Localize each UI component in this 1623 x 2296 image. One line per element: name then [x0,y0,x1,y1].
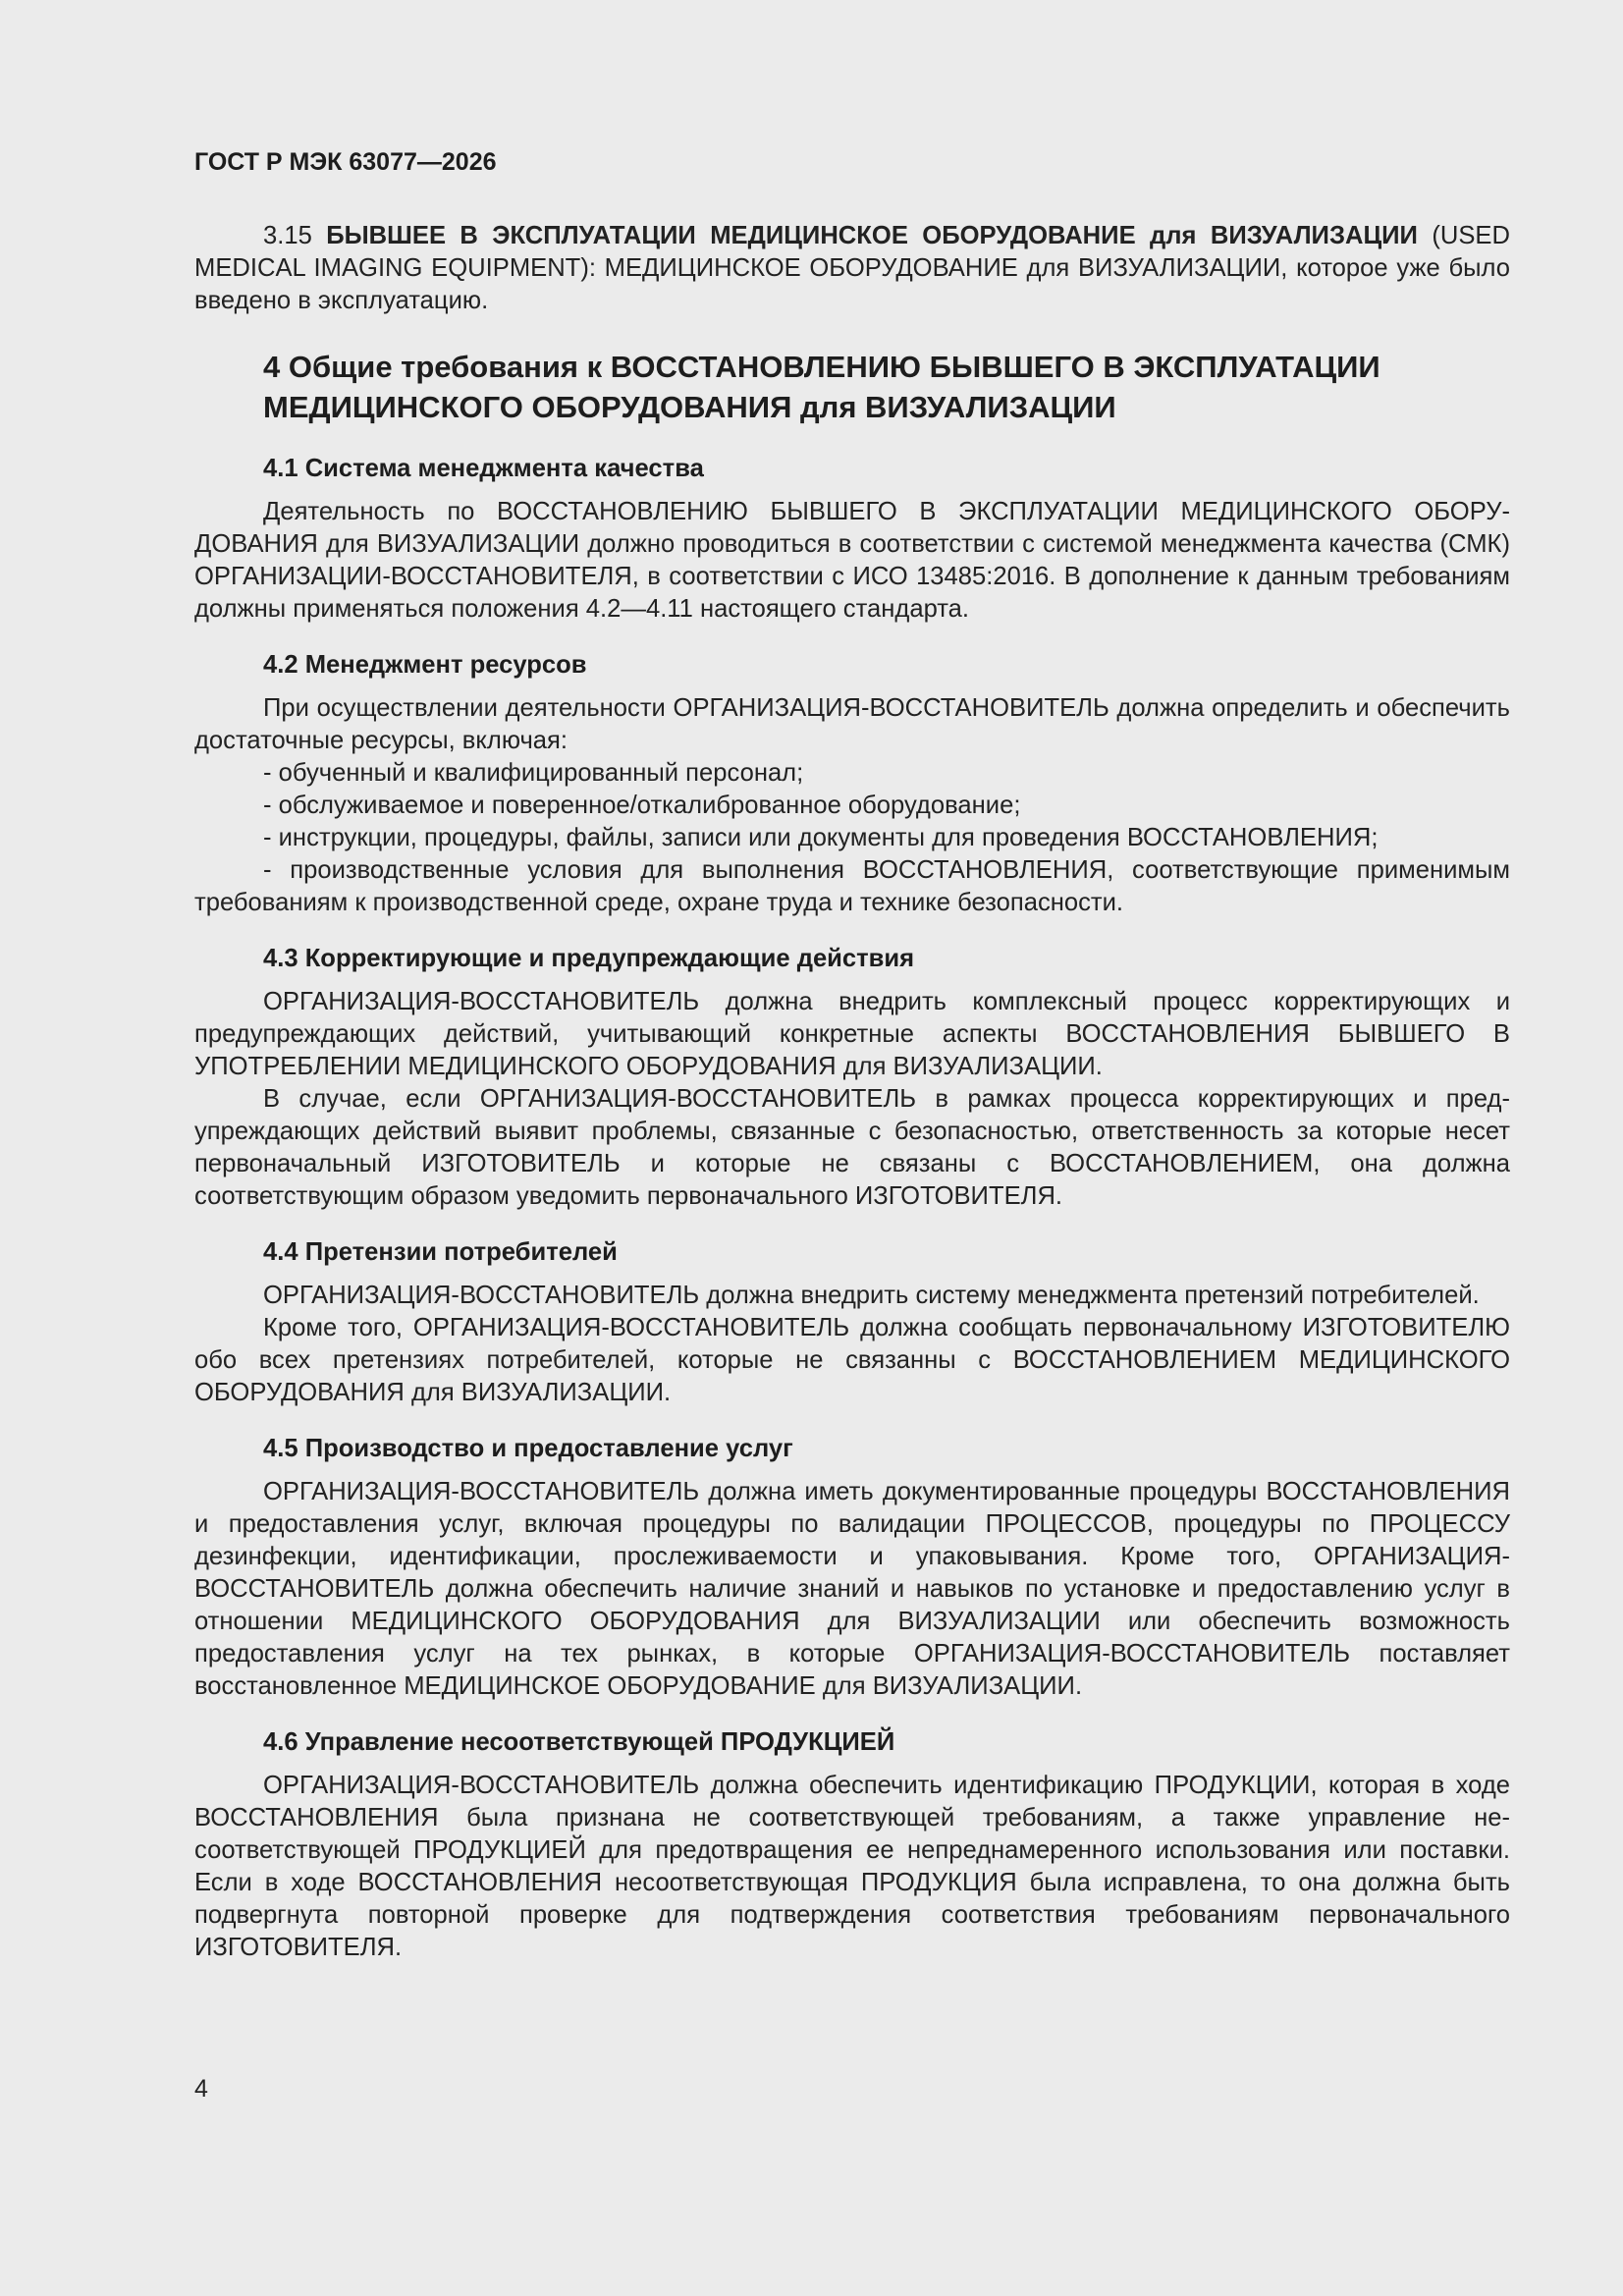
subsection-4-3-paragraph-1: ОРГАНИЗАЦИЯ-ВОССТАНОВИТЕЛЬ должна внедрить комплексный процесс корректирующих и предупреждающих действий, учитывающий конкретные аспекты ВОССТАНОВЛЕНИЯ БЫВШЕГО В УПОТРЕБЛЕНИИ МЕДИЦИНСКОГО ОБОРУДОВАНИЯ для ВИЗУАЛИЗАЦИИ. [194,988,1510,1080]
term-title: БЫВШЕЕ В ЭКСПЛУАТАЦИИ МЕДИЦИНСКОЕ ОБОРУДОВАНИЕ для ВИЗУАЛИЗАЦИИ [326,222,1418,249]
subsection-4-4-paragraph-2: Кроме того, ОРГАНИЗАЦИЯ-ВОССТАНОВИТЕЛЬ должна сообщать первоначальному ИЗГОТОВИТЕЛЮ обо всех претензиях потребителей, которые не связанны с ВОССТАНОВЛЕНИЕМ МЕДИЦИНСКОГО ОБОРУДОВАНИЯ для ВИЗУАЛИЗАЦИИ. [194,1314,1510,1406]
subsection-4-1-title: 4.1 Система менеджмента качества [263,455,704,482]
term-3-15 [194,220,1510,317]
subsection-4-4-paragraph-1: ОРГАНИЗАЦИЯ-ВОССТАНОВИТЕЛЬ должна внедрить систему менеджмента претензий потребителей. [263,1282,1480,1309]
document-header: ГОСТ Р МЭК 63077—2026 [194,148,497,176]
subsection-4-6-title: 4.6 Управление несоответствующей ПРОДУКЦИЕЙ [263,1728,895,1756]
page-number: 4 [194,2075,208,2103]
subsection-4-3-paragraph-2: В случае, если ОРГАНИЗАЦИЯ-ВОССТАНОВИТЕЛЬ в рамках процесса корректирующих и предупреждающих действий выявит проблемы, связанные с безопасностью, ответственность за которые несет первоначальный ИЗГОТОВИТЕЛЬ и которые не связаны с ВОССТАНОВЛЕНИЕМ, она должна соответствующим образом уведомить первоначального ИЗГОТОВИТЕЛЯ. [194,1085,1510,1210]
list-item: - инструкции, процедуры, файлы, записи или документы для проведения ВОССТАНОВЛЕНИЯ; [263,824,1379,851]
list-item: - производственные условия для выполнения ВОССТАНОВЛЕНИЯ, соответствующие применимым требованиям к производственной среде, охране труда и технике безопасности. [194,856,1510,916]
subsection-4-2-title: 4.2 Менеджмент ресурсов [263,651,587,679]
subsection-4-5-paragraph: ОРГАНИЗАЦИЯ-ВОССТАНОВИТЕЛЬ должна иметь документированные процедуры ВОССТАНОВЛЕНИЯ и предоставления услуг, включая процедуры по валидации ПРОЦЕССОВ, процедуры по ПРОЦЕССУ дезинфекции, идентификации, прослеживаемости и упаковывания. Кроме того, ОРГАНИЗАЦИЯ-ВОССТАНОВИТЕЛЬ должна обеспечить наличие знаний и навыков по установке и предоставлению услуг в отношении МЕДИЦИНСКОГО ОБОРУДОВАНИЯ для ВИЗУАЛИЗАЦИИ или обеспечить возможность предоставления услуг на тех рынках, в которые ОРГАНИЗАЦИЯ-ВОССТАНОВИТЕЛЬ поставляет восстановленное МЕДИЦИНСКОЕ ОБОРУДОВАНИЕ для ВИЗУАЛИЗАЦИИ. [194,1478,1510,1700]
subsection-4-6-paragraph: ОРГАНИЗАЦИЯ-ВОССТАНОВИТЕЛЬ должна обеспечить идентификацию ПРОДУКЦИИ, которая в ходе ВОССТАНОВЛЕНИЯ была признана не соответствующей требованиям, а также управление несоответствующей ПРОДУКЦИЕЙ для предотвращения ее непреднамеренного использования или поставки. Если в ходе ВОССТАНОВЛЕНИЯ несоответствующая ПРОДУКЦИЯ была исправлена, то она должна быть подвергнута повторной проверке для подтверждения соответствия требованиям первоначального ИЗГОТОВИТЕЛЯ. [194,1772,1510,1961]
resources-list [194,757,1510,919]
subsection-4-4-title: 4.4 Претензии потребителей [263,1238,618,1266]
subsection-4-3-title: 4.3 Корректирующие и предупреждающие действия [263,945,915,972]
subsection-4-2-paragraph: При осуществлении деятельности ОРГАНИЗАЦИЯ-ВОССТАНОВИТЕЛЬ должна определить и обеспечить достаточные ресурсы, включая: [194,694,1510,754]
term-definition: (USED MEDICAL IMAGING EQUIPMENT): МЕДИЦИНСКОЕ ОБОРУДОВАНИЕ для ВИЗУАЛИЗАЦИИ, которое уже было введено в эксплуатацию. [194,222,1510,314]
list-item: - обученный и квалифицированный персонал; [263,759,804,787]
list-item: - обслуживаемое и поверенное/откалиброванное оборудование; [263,792,1021,819]
subsection-4-1-paragraph: Деятельность по ВОССТАНОВЛЕНИЮ БЫВШЕГО В ЭКСПЛУАТАЦИИ МЕДИЦИНСКОГО ОБОРУДОВАНИЯ для ВИЗУАЛИЗАЦИИ должно проводиться в соответствии с системой менеджмента качества (СМК) ОРГАНИЗАЦИИ-ВОССТАНОВИТЕЛЯ, в соответствии с ИСО 13485:2016. В дополнение к данным требованиям должны применяться положения 4.2—4.11 настоящего стандарта. [194,498,1510,623]
subsection-4-5-title: 4.5 Производство и предоставление услуг [263,1435,793,1462]
term-number: 3.15 [263,222,327,249]
section-4-title: 4 Общие требования к ВОССТАНОВЛЕНИЮ БЫВШЕГО В ЭКСПЛУАТАЦИИ МЕДИЦИНСКОГО ОБОРУДОВАНИЯ для ВИЗУАЛИЗАЦИИ [263,350,1380,424]
